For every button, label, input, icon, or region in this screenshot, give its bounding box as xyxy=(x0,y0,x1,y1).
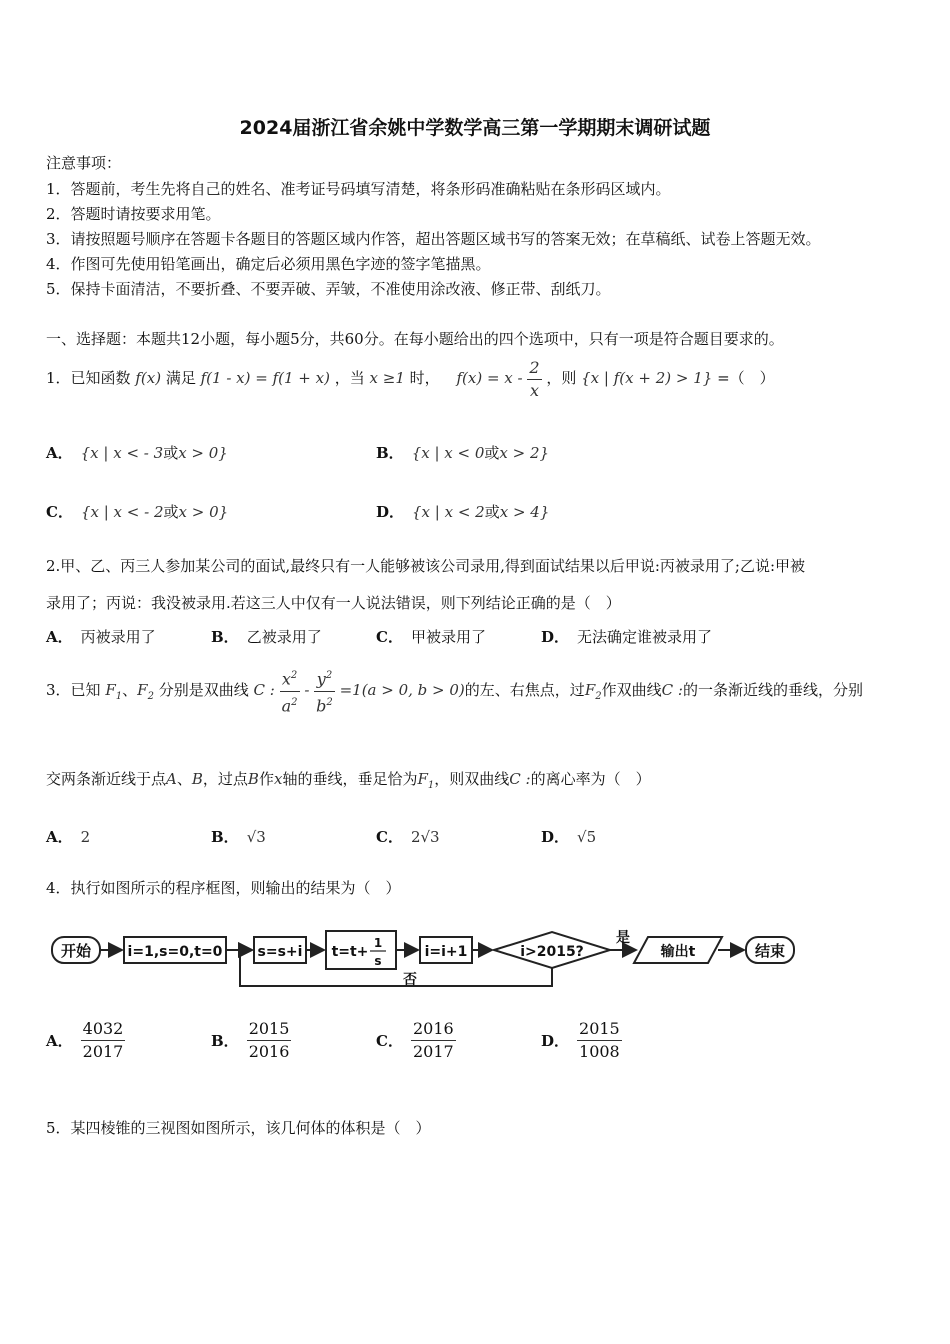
q4-option-c[interactable] xyxy=(376,1018,456,1063)
numerator: 2015 xyxy=(577,1018,622,1041)
option-value: 2 xyxy=(80,828,91,846)
point-a: A xyxy=(166,770,177,788)
q4-option-d[interactable] xyxy=(541,1018,622,1063)
option-label: B． xyxy=(211,1032,239,1050)
numerator: 2015 xyxy=(247,1018,292,1041)
q1-fraction xyxy=(527,357,541,402)
hyperbola-name: C : xyxy=(661,681,683,699)
q1-text: ，当 xyxy=(334,369,365,387)
q2-option-b[interactable] xyxy=(211,626,322,647)
q1-function-def: f(x) = x - xyxy=(456,369,523,387)
x-axis: x xyxy=(273,770,283,788)
q1-fraction-denominator: x xyxy=(529,380,539,400)
q3-text: 作 xyxy=(258,770,274,788)
option-part: {x | x < - 3 xyxy=(80,444,164,462)
option-fraction xyxy=(81,1018,126,1063)
option-fraction xyxy=(411,1018,456,1063)
option-text: 乙被录用了 xyxy=(246,628,322,646)
option-or: 或 xyxy=(484,503,500,521)
q3-text: ，过点 xyxy=(202,770,248,788)
q1-option-a[interactable] xyxy=(46,442,228,463)
symbol: a xyxy=(281,695,292,715)
question-2-line-2: 录用了；丙说：我没被录用.若这三人中仅有一人说法错误，则下列结论正确的是（ ） xyxy=(46,594,621,612)
subscript: 2 xyxy=(147,691,154,702)
q1-fx: f(x) xyxy=(135,369,162,387)
q3-text: 3．已知 xyxy=(46,681,101,699)
focus-f2 xyxy=(584,681,602,702)
q1-x-range: x ≥1 xyxy=(369,369,405,387)
option-part: {x | x < 0 xyxy=(411,444,485,462)
option-label: C． xyxy=(46,503,73,521)
subscript: 1 xyxy=(115,691,123,702)
section-heading: 一、选择题：本题共12小题，每小题5分，共60分。在每小题给出的四个选项中，只有一项是符合题目要求的。 xyxy=(46,330,784,348)
q3-text: 作双曲线 xyxy=(601,681,662,699)
hyperbola-name: C : xyxy=(509,770,531,788)
q3-text: 交两条渐近线于点 xyxy=(46,770,167,788)
page-title: 2024届浙江省余姚中学数学高三第一学期期末调研试题 xyxy=(239,117,711,139)
option-or: 或 xyxy=(484,444,500,462)
flow-output-label: 输出t xyxy=(660,944,696,960)
flow-end-label: 结束 xyxy=(754,942,786,960)
symbol: b xyxy=(316,695,327,715)
exponent: 2 xyxy=(325,670,333,682)
separator: 、 xyxy=(122,681,138,699)
exponent: 2 xyxy=(290,670,298,682)
option-text: 丙被录用了 xyxy=(80,628,156,646)
question-2-line-1: 2.甲、乙、丙三人参加某公司的面试,最终只有一人能够被该公司录用,得到面试结果以后甲说:丙被录用了;乙说:甲被 xyxy=(46,557,806,575)
option-label: B． xyxy=(376,444,404,462)
option-value: 2√3 xyxy=(410,828,440,846)
exponent: 2 xyxy=(326,696,333,708)
question-5: 5．某四棱锥的三视图如图所示，该几何体的体积是（ ） xyxy=(46,1119,431,1137)
q3-text: 分别是双曲线 xyxy=(158,681,249,699)
notice-item: 1．答题前，考生先将自己的姓名、准考证号码填写清楚，将条形码准确粘贴在条形码区域内。 xyxy=(46,180,671,198)
q3-option-c[interactable] xyxy=(376,826,440,847)
q1-text: ，则 xyxy=(546,369,577,387)
q1-option-c[interactable] xyxy=(46,501,228,522)
option-fraction xyxy=(247,1018,292,1063)
symbol: x xyxy=(281,669,291,689)
q1-option-b[interactable] xyxy=(376,442,549,463)
q1-set: {x | f(x + 2) > 1} xyxy=(581,369,713,387)
hyperbola-name: C : xyxy=(253,681,275,699)
option-label: A． xyxy=(46,828,73,846)
ab-condition: (a > 0, b > 0) xyxy=(361,681,465,699)
denominator: 1008 xyxy=(579,1042,620,1061)
option-label: A． xyxy=(46,628,73,646)
y-fraction xyxy=(314,665,335,717)
focus-f1 xyxy=(105,681,123,702)
program-flowchart xyxy=(46,920,806,998)
option-fraction xyxy=(577,1018,622,1063)
focus-f1 xyxy=(417,770,435,791)
option-label: C． xyxy=(376,1032,403,1050)
symbol: F xyxy=(137,681,148,699)
q2-option-a[interactable] xyxy=(46,626,156,647)
option-label: D． xyxy=(541,628,570,646)
flow-yes-label: 是 xyxy=(616,930,630,946)
q1-fraction-numerator: 2 xyxy=(527,357,541,380)
numerator: 2016 xyxy=(411,1018,456,1041)
flow-t-numerator: 1 xyxy=(373,936,383,950)
q1-option-d[interactable] xyxy=(376,501,549,522)
notice-item: 4．作图可先使用铅笔画出，确定后必须用黑色字迹的签字笔描黑。 xyxy=(46,255,491,273)
point-b: B xyxy=(191,770,203,788)
minus: - xyxy=(304,681,310,699)
option-part: x > 0} xyxy=(178,444,228,462)
q4-option-a[interactable] xyxy=(46,1018,125,1063)
option-part: x > 0} xyxy=(178,503,229,521)
a-denominator xyxy=(280,692,300,717)
option-label: A． xyxy=(46,444,73,462)
q2-option-c[interactable] xyxy=(376,626,486,647)
denominator: 2016 xyxy=(248,1042,290,1061)
question-3-line-2 xyxy=(46,764,651,801)
option-or: 或 xyxy=(163,503,179,521)
b-denominator xyxy=(314,692,335,717)
q3-text: 的一条渐近线的垂线，分别 xyxy=(682,681,863,699)
question-1 xyxy=(46,356,775,402)
exponent: 2 xyxy=(291,696,298,708)
subscript: 1 xyxy=(427,780,435,791)
symbol: F xyxy=(584,681,596,699)
option-label: C． xyxy=(376,628,403,646)
q4-option-b[interactable] xyxy=(211,1018,291,1063)
denominator: 2017 xyxy=(82,1042,124,1061)
flow-t-label: t=t+ xyxy=(331,944,369,960)
q2-option-d[interactable] xyxy=(541,626,712,647)
option-or: 或 xyxy=(163,444,179,462)
x-fraction xyxy=(280,665,300,717)
notice-item: 3．请按照题号顺序在答题卡各题目的答题区域内作答，超出答题区域书写的答案无效；在草稿纸、试卷上答题无效。 xyxy=(46,230,821,248)
question-4: 4．执行如图所示的程序框图，则输出的结果为（ ） xyxy=(46,879,401,897)
option-label: B． xyxy=(211,628,239,646)
option-label: A． xyxy=(46,1032,73,1050)
flow-no-label: 否 xyxy=(403,972,417,988)
flow-i-label: i=i+1 xyxy=(424,944,468,960)
option-value: √3 xyxy=(246,828,266,846)
option-part: x > 2} xyxy=(499,444,550,462)
notice-heading: 注意事项： xyxy=(46,154,122,172)
option-label: B． xyxy=(211,828,239,846)
question-3-line-1 xyxy=(46,660,863,727)
option-label: D． xyxy=(376,503,405,521)
q3-text: 的左、右焦点，过 xyxy=(464,681,585,699)
q3-option-d[interactable] xyxy=(541,826,596,847)
symbol: y xyxy=(316,669,326,689)
option-text: 甲被录用了 xyxy=(410,628,486,646)
q3-option-a[interactable] xyxy=(46,826,90,847)
point-b: B xyxy=(247,770,259,788)
y-numerator xyxy=(314,665,335,691)
flow-s-label: s=s+i xyxy=(257,944,303,960)
equals-one: =1 xyxy=(339,681,362,699)
subscript: 2 xyxy=(595,691,602,702)
option-part: x > 4} xyxy=(499,503,550,521)
q1-text: 满足 xyxy=(165,369,196,387)
q1-text: 时， xyxy=(409,369,440,387)
flow-init-label: i=1,s=0,t=0 xyxy=(127,944,223,960)
focus-f2 xyxy=(137,681,154,702)
notice-item: 5．保持卡面清洁，不要折叠、不要弄破、弄皱，不准使用涂改液、修正带、刮纸刀。 xyxy=(46,280,611,298)
flow-t-denominator: s xyxy=(374,954,382,968)
option-label: D． xyxy=(541,828,570,846)
q1-condition: f(1 - x) = f(1 + x) xyxy=(200,369,330,387)
q3-option-b[interactable] xyxy=(211,826,266,847)
option-label: D． xyxy=(541,1032,570,1050)
separator: 、 xyxy=(176,770,192,788)
symbol: F xyxy=(105,681,116,699)
denominator: 2017 xyxy=(412,1042,454,1061)
option-text: 无法确定谁被录用了 xyxy=(577,628,713,646)
option-part: {x | x < 2 xyxy=(412,503,485,521)
q3-text: ，则双曲线 xyxy=(434,770,510,788)
x-numerator xyxy=(280,665,300,691)
symbol: F xyxy=(417,770,428,788)
q3-text: 轴的垂线，垂足恰为 xyxy=(282,770,418,788)
q3-text: 的离心率为（ ） xyxy=(530,770,651,788)
numerator: 4032 xyxy=(81,1018,126,1041)
option-label: C． xyxy=(376,828,403,846)
q1-text: =（ ） xyxy=(717,369,775,387)
option-part: {x | x < - 2 xyxy=(80,503,164,521)
notice-item: 2．答题时请按要求用笔。 xyxy=(46,205,221,223)
flow-decision-label: i>2015? xyxy=(520,944,584,960)
option-value: √5 xyxy=(577,828,597,846)
q1-text: 1．已知函数 xyxy=(46,369,131,387)
flow-start-label: 开始 xyxy=(60,942,92,960)
